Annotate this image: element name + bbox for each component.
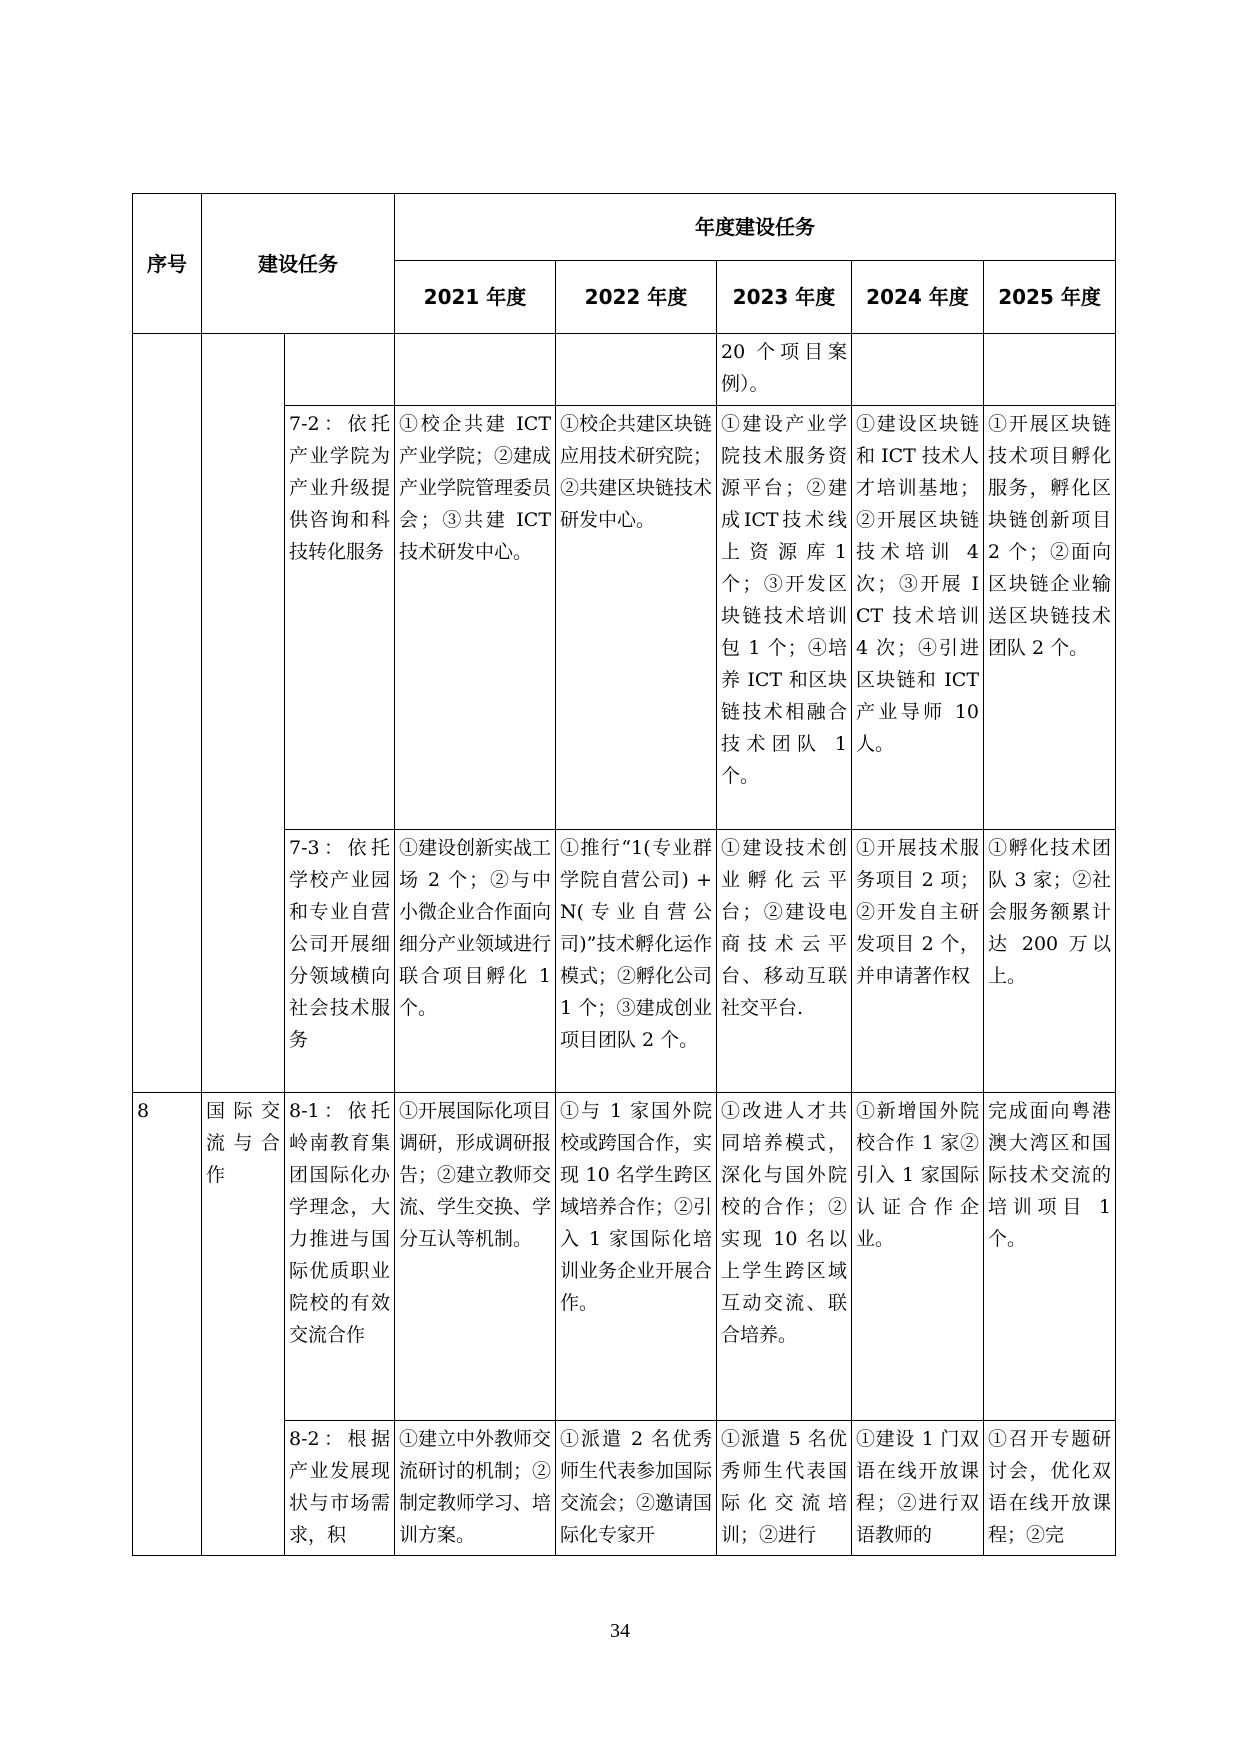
year-cell: ①派遣 2 名优秀师生代表参加国际交流会；②邀请国际化专家开	[556, 1421, 717, 1556]
header-year-2022: 2022 年度	[556, 261, 717, 334]
year-cell: ①建设区块链和 ICT 技术人才培训基地；②开展区块链技术培训 4 次；③开展 ICT 技术培训 4 次；④引进区块链和 ICT 产业导师 10 人。	[852, 406, 984, 830]
task-cell: 7-2：依托产业学院为产业升级提供咨询和科技转化服务	[285, 406, 395, 830]
year-cell: ①建立中外教师交流研讨的机制；②制定教师学习、培训方案。	[395, 1421, 556, 1556]
category-cell-8: 国际交流与合作	[202, 1093, 285, 1556]
year-cell: 20 个项目案例）。	[717, 334, 852, 406]
page-number: 34	[610, 1620, 630, 1642]
task-cell: 7-3：依托学校产业园和专业自营公司开展细分领域横向社会技术服务	[285, 830, 395, 1093]
year-cell: ①校企共建区块链应用技术研究院；②共建区块链技术研发中心。	[556, 406, 717, 830]
year-cell: ①开展国际化项目调研，形成调研报告；②建立教师交流、学生交换、学分互认等机制。	[395, 1093, 556, 1421]
header-year-2024: 2024 年度	[852, 261, 984, 334]
year-cell: ①建设 1 门双语在线开放课程；②进行双语教师的	[852, 1421, 984, 1556]
year-cell: ①新增国外院校合作 1 家②引入 1 家国际认证合作企业。	[852, 1093, 984, 1421]
year-cell: ①建设产业学院技术服务资源平台；②建成ICT技术线上资源库1个；③开发区块链技术培训包 1 个；④培养 ICT 和区块链技术相融合技术团队 1 个。	[717, 406, 852, 830]
task-cell	[285, 334, 395, 406]
year-cell: ①开展区块链技术项目孵化服务，孵化区块链创新项目 2 个；②面向区块链企业输送区块链技术团队 2 个。	[984, 406, 1116, 830]
table-row	[133, 1093, 1116, 1421]
year-cell: ①推行“1(专业群学院自营公司) +N(专业自营公司)”技术孵化运作模式；②孵化公司 1 个；③建成创业项目团队 2 个。	[556, 830, 717, 1093]
seq-cell-7	[133, 334, 202, 1093]
header-task: 建设任务	[202, 194, 395, 334]
year-cell: ①建设创新实战工场 2 个；②与中小微企业合作面向细分产业领域进行联合项目孵化 1 个。	[395, 830, 556, 1093]
year-cell: ①建设技术创业孵化云平台；②建设电商技术云平台、移动互联社交平台.	[717, 830, 852, 1093]
header-seq: 序号	[133, 194, 202, 334]
year-cell: ①孵化技术团队 3 家；②社会服务额累计达 200 万以上。	[984, 830, 1116, 1093]
category-cell-7	[202, 334, 285, 1093]
table-row	[133, 334, 1116, 406]
header-annual: 年度建设任务	[395, 194, 1116, 261]
seq-cell-8: 8	[133, 1093, 202, 1556]
year-cell: ①改进人才共同培养模式，深化与国外院校的合作；②实现 10 名以上学生跨区域互动交流、联合培养。	[717, 1093, 852, 1421]
year-cell: ①与 1 家国外院校或跨国合作，实现 10 名学生跨区域培养合作；②引入 1 家国际化培训业务企业开展合作。	[556, 1093, 717, 1421]
task-cell: 8-2：根据产业发展现状与市场需求，积	[285, 1421, 395, 1556]
header-year-2025: 2025 年度	[984, 261, 1116, 334]
header-year-2021: 2021 年度	[395, 261, 556, 334]
year-cell: ①校企共建 ICT 产业学院；②建成产业学院管理委员会；③共建 ICT 技术研发中心。	[395, 406, 556, 830]
year-cell: ①派遣 5 名优秀师生代表国际化交流培训；②进行	[717, 1421, 852, 1556]
year-cell: 完成面向粤港澳大湾区和国际技术交流的培训项目 1 个。	[984, 1093, 1116, 1421]
year-cell: ①召开专题研讨会，优化双语在线开放课程；②完	[984, 1421, 1116, 1556]
header-year-2023: 2023 年度	[717, 261, 852, 334]
construction-task-table	[132, 193, 1116, 1556]
task-cell: 8-1：依托岭南教育集团国际化办学理念，大力推进与国际优质职业院校的有效交流合作	[285, 1093, 395, 1421]
year-cell: ①开展技术服务项目 2 项；②开发自主研发项目 2 个，并申请著作权	[852, 830, 984, 1093]
